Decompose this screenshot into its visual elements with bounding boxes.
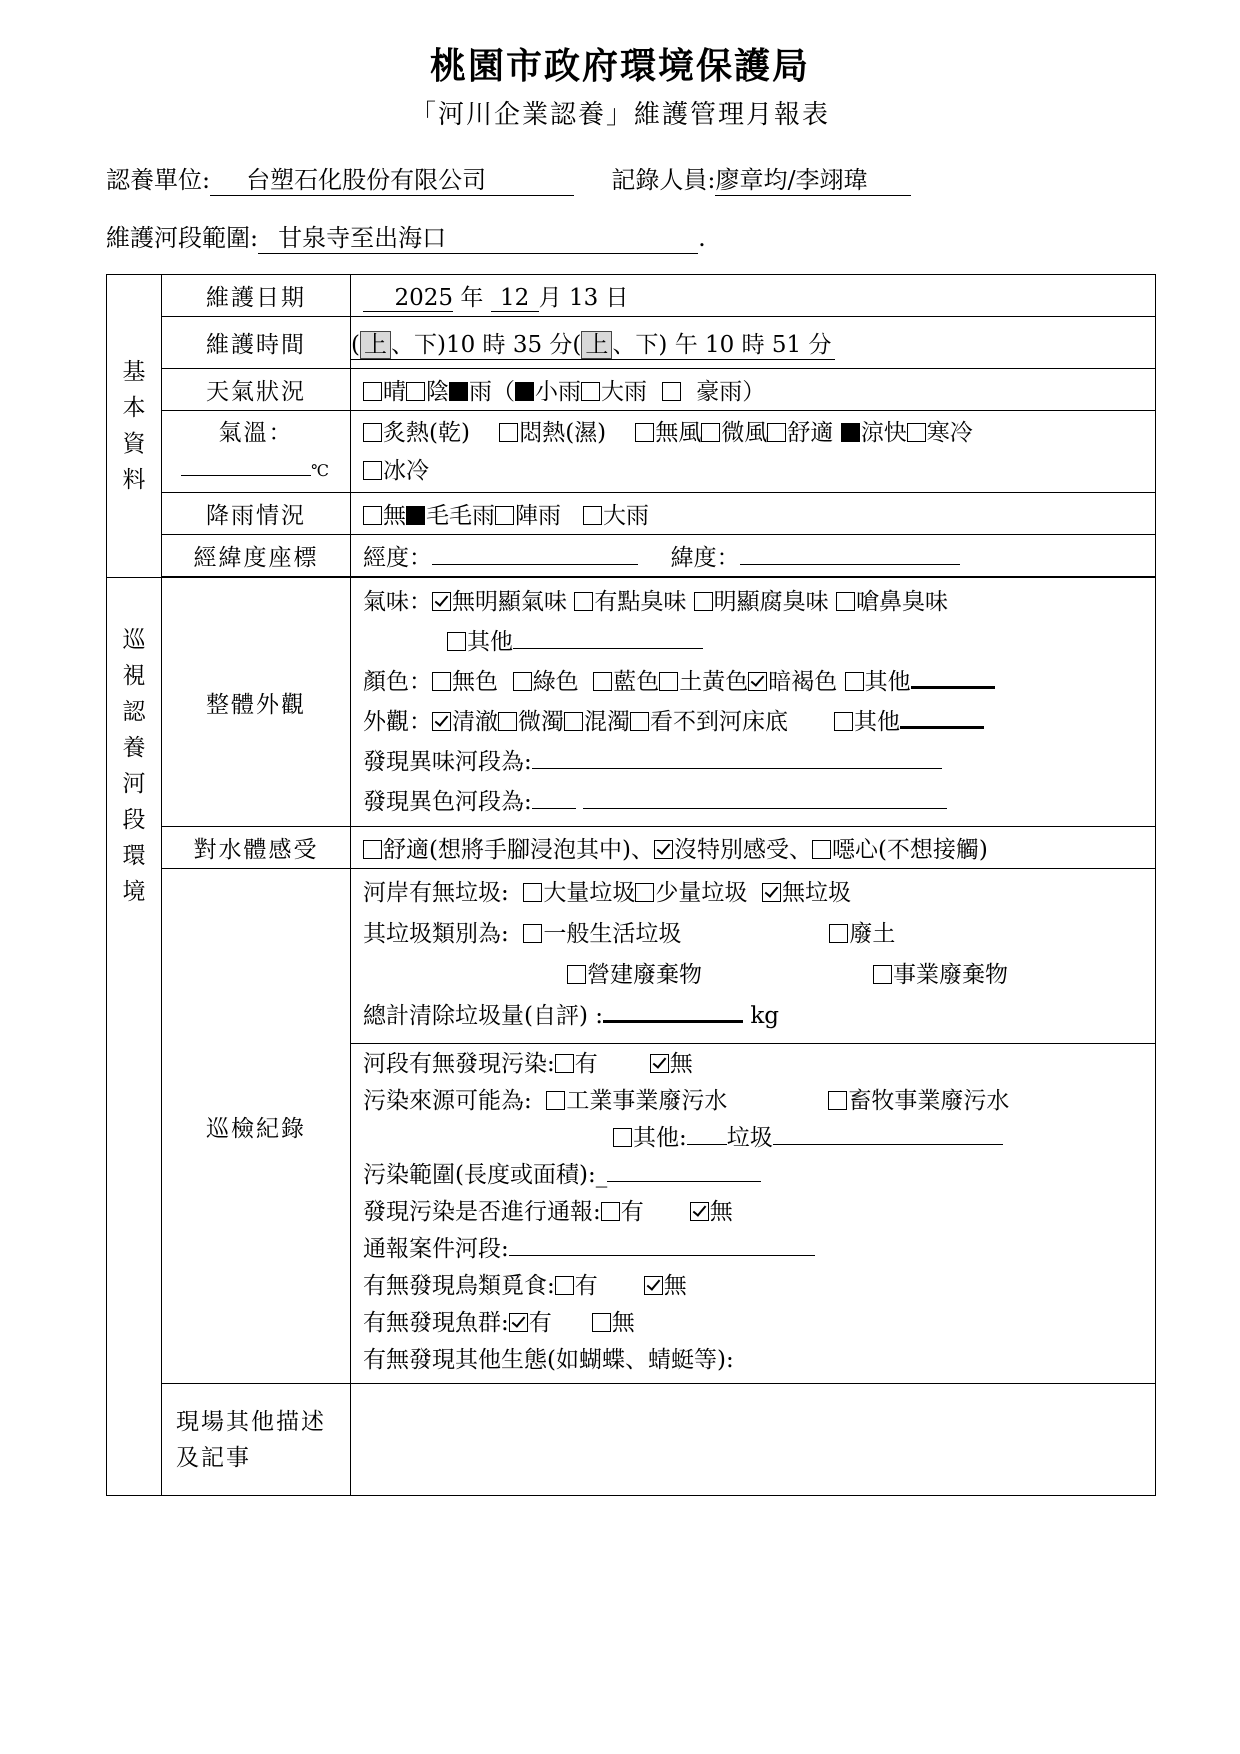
weather-label: 天氣狀況 — [162, 369, 351, 411]
checkbox-pollution-yes[interactable] — [555, 1054, 574, 1073]
time-part-2: 、下) 午 10 時 51 分 — [612, 331, 832, 358]
bank-label: 河岸有無垃圾: — [363, 880, 509, 906]
checkbox-drizzle[interactable] — [406, 506, 425, 525]
pollution-section — [351, 1043, 1155, 1383]
opt-livestock-wastewater: 畜牧事業廢污水 — [848, 1088, 1010, 1114]
feeling-label: 對水體感受 — [162, 827, 351, 869]
checkbox-cloudy[interactable] — [406, 382, 425, 401]
checkbox-rotten-odor[interactable] — [694, 592, 713, 611]
opt-comfortable: 舒適 — [787, 419, 834, 446]
opt-green: 綠色 — [532, 669, 579, 695]
date-day: 13 — [568, 285, 599, 311]
opt-hot-dry: 炙熱(乾) — [383, 419, 470, 446]
row-time — [107, 317, 1156, 369]
temp-label: 氣溫： — [218, 419, 294, 446]
opt-hot-humid: 悶熱(濕) — [519, 419, 607, 446]
info-line-unit — [106, 160, 911, 196]
report-label: 發現污染是否進行通報: — [363, 1199, 601, 1225]
checkbox-clear[interactable] — [432, 712, 451, 731]
checkbox-pollution-no[interactable] — [650, 1054, 669, 1073]
checkbox-no-rain[interactable] — [363, 506, 382, 525]
checkbox-odor-other[interactable] — [447, 632, 466, 651]
checkbox-freezing[interactable] — [363, 461, 382, 480]
year-unit: 年 — [460, 285, 484, 311]
category-basic-label: 基本資料 — [122, 359, 146, 493]
row-temp — [107, 411, 1156, 493]
checkbox-slight-odor[interactable] — [574, 592, 593, 611]
opt-bird-yes: 有 — [574, 1273, 598, 1299]
range-field[interactable] — [258, 218, 698, 254]
source-other-value: 垃圾 — [726, 1125, 773, 1151]
checkbox-bird-yes[interactable] — [555, 1276, 574, 1295]
checkbox-source-other[interactable] — [613, 1128, 632, 1147]
record-label: 巡檢紀錄 — [162, 869, 351, 1384]
range-end: . — [698, 224, 706, 252]
odd-color-input-1[interactable] — [532, 808, 576, 809]
rain-label: 降雨情況 — [162, 493, 351, 535]
eco-label: 有無發現其他生態(如蝴蝶、蜻蜓等): — [363, 1347, 734, 1373]
opt-report-yes: 有 — [620, 1199, 644, 1225]
opt-pollution-no: 無 — [669, 1051, 693, 1077]
month-unit: 月 — [538, 285, 562, 311]
time-open: ( — [351, 331, 360, 358]
checkbox-much-garbage[interactable] — [523, 883, 542, 902]
opt-comfortable-water: 舒適(想將手腳浸泡其中)、 — [383, 837, 654, 863]
checkbox-construction[interactable] — [567, 965, 586, 984]
opt-household: 一般生活垃圾 — [543, 921, 682, 947]
notes-field[interactable] — [351, 1384, 1156, 1496]
notes-label: 現場其他描述及記事 — [176, 1408, 326, 1471]
am-selector-2[interactable]: 上 — [581, 331, 612, 359]
color-other-input[interactable] — [911, 686, 995, 689]
opt-industrial-waste: 事業廢棄物 — [893, 962, 1008, 988]
record-content — [351, 869, 1156, 1384]
opt-downpour: 大雨 — [602, 503, 649, 529]
opt-color-other: 其他 — [864, 669, 911, 695]
date-month: 12 — [491, 285, 539, 312]
case-label: 通報案件河段: — [363, 1236, 509, 1262]
day-unit: 日 — [605, 285, 629, 311]
opt-no-rain: 無 — [383, 503, 406, 529]
time-part-1: 、下)10 時 35 分( — [390, 331, 582, 358]
total-label: 總計清除垃圾量(自評) : — [363, 1003, 604, 1029]
checkbox-fish-no[interactable] — [592, 1313, 611, 1332]
odor-other-input[interactable] — [513, 648, 703, 649]
pollution-label: 河段有無發現污染: — [363, 1051, 555, 1077]
notes-label-cell — [162, 1384, 351, 1496]
opt-blue: 藍色 — [613, 669, 660, 695]
odd-smell-label: 發現異味河段為: — [363, 749, 532, 775]
opt-no-odor: 無明顯氣味 — [452, 589, 567, 615]
checkbox-no-wind[interactable] — [635, 423, 654, 442]
checkbox-pungent-odor[interactable] — [836, 592, 855, 611]
checkbox-soil[interactable] — [829, 924, 848, 943]
row-appearance — [107, 578, 1156, 827]
checkbox-dark-brown[interactable] — [748, 672, 767, 691]
opt-cool: 涼快 — [860, 419, 907, 446]
checkbox-sunny[interactable] — [363, 382, 382, 401]
recorder-value: 廖章均/李翊瑋 — [715, 166, 868, 194]
opt-pollution-yes: 有 — [574, 1051, 598, 1077]
unit-value: 台塑石化股份有限公司 — [246, 166, 487, 194]
checkbox-hot-humid[interactable] — [499, 423, 518, 442]
row-notes — [107, 1384, 1156, 1496]
opt-bird-no: 無 — [663, 1273, 687, 1299]
checkbox-household[interactable] — [523, 924, 542, 943]
opt-colorless: 無色 — [452, 669, 498, 695]
case-input[interactable] — [509, 1255, 815, 1256]
opt-drizzle: 毛毛雨 — [426, 503, 495, 529]
checkbox-light-rain[interactable] — [515, 382, 534, 401]
am-selector-1[interactable]: 上 — [360, 331, 391, 359]
opt-much-garbage: 大量垃圾 — [543, 880, 636, 906]
opt-look-other: 其他 — [854, 709, 900, 735]
checkbox-look-other[interactable] — [834, 712, 853, 731]
opt-breeze: 微風 — [721, 419, 768, 446]
garbage-section — [351, 869, 1155, 1043]
feeling-options — [351, 827, 1156, 869]
checkbox-shower[interactable] — [495, 506, 514, 525]
checkbox-no-feeling[interactable] — [654, 840, 673, 859]
checkbox-rain[interactable] — [449, 382, 468, 401]
checkbox-industrial-waste[interactable] — [873, 965, 892, 984]
checkbox-colorless[interactable] — [432, 672, 451, 691]
look-other-input[interactable] — [900, 726, 984, 729]
opt-slightly-turbid: 微濁 — [518, 709, 564, 735]
recorder-field[interactable] — [715, 160, 911, 196]
date-value[interactable] — [351, 275, 1156, 317]
opt-heavy-rain: 大雨 — [601, 379, 647, 405]
opt-rain: 雨（ — [469, 379, 515, 405]
odd-color-label: 發現異色河段為: — [363, 789, 532, 815]
checkbox-fish-yes[interactable] — [509, 1313, 528, 1332]
odd-color-input-2[interactable] — [583, 808, 947, 809]
opt-dark-brown: 暗褐色 — [768, 669, 838, 695]
lat-input[interactable] — [740, 564, 960, 565]
checkbox-green[interactable] — [513, 672, 532, 691]
checkbox-report-yes[interactable] — [601, 1202, 620, 1221]
opt-soil: 廢土 — [849, 921, 896, 947]
page-title: 桃園市政府環境保護局 — [429, 45, 810, 87]
opt-fish-yes: 有 — [528, 1310, 552, 1336]
category-patrol-label: 巡視認養河段環境 — [122, 627, 146, 905]
range-pollution-value: _ — [595, 1162, 608, 1188]
checkbox-hot-dry[interactable] — [363, 423, 382, 442]
range-label: 維護河段範圍: — [106, 224, 259, 252]
source-other-label: 其他: — [633, 1125, 687, 1151]
checkbox-livestock-wastewater[interactable] — [828, 1091, 847, 1110]
source-other-input[interactable] — [773, 1144, 1003, 1145]
odd-smell-input[interactable] — [532, 768, 942, 769]
opt-earth-yellow: 土黃色 — [679, 669, 749, 695]
lng-label: 經度： — [363, 545, 432, 571]
checkbox-downpour[interactable] — [583, 506, 602, 525]
coord-label: 經緯度座標 — [162, 535, 351, 577]
checkbox-no-riverbed[interactable] — [630, 712, 649, 731]
row-feeling — [107, 827, 1156, 869]
weather-options — [351, 369, 1156, 411]
opt-no-feeling: 沒特別感受、 — [673, 837, 812, 863]
opt-pungent-odor: 嗆鼻臭味 — [855, 589, 948, 615]
category-basic — [107, 275, 162, 578]
checkbox-breeze[interactable] — [701, 423, 720, 442]
appearance-options — [351, 578, 1156, 827]
odor-label: 氣味： — [363, 589, 432, 615]
checkbox-blue[interactable] — [593, 672, 612, 691]
opt-cloudy: 陰 — [426, 379, 449, 405]
opt-construction: 營建廢棄物 — [587, 962, 702, 988]
category-patrol — [107, 578, 162, 1496]
opt-fish-no: 無 — [611, 1310, 635, 1336]
opt-no-riverbed: 看不到河床底 — [650, 709, 788, 735]
row-record — [107, 869, 1156, 1384]
checkbox-disgusting[interactable] — [812, 840, 831, 859]
color-label: 顏色： — [363, 669, 432, 695]
opt-freezing: 冰冷 — [383, 457, 429, 484]
temp-options — [351, 411, 1156, 493]
checkbox-comfortable-water[interactable] — [363, 840, 382, 859]
opt-sunny: 晴 — [383, 379, 406, 405]
temp-unit: ℃ — [311, 460, 331, 480]
checkbox-heavy-rain[interactable] — [581, 382, 600, 401]
opt-report-no: 無 — [709, 1199, 733, 1225]
checkbox-industrial-wastewater[interactable] — [546, 1091, 565, 1110]
opt-odor-other: 其他 — [467, 629, 513, 655]
checkbox-bird-no[interactable] — [644, 1276, 663, 1295]
total-unit: kg — [750, 1003, 779, 1029]
opt-cold: 寒冷 — [926, 419, 973, 446]
opt-turbid: 混濁 — [584, 709, 630, 735]
range-pollution-input[interactable] — [607, 1181, 761, 1182]
appearance-label: 整體外觀 — [162, 578, 351, 827]
time-label: 維護時間 — [162, 317, 351, 369]
range-pollution-label: 污染範圍(長度或面積): — [363, 1162, 596, 1188]
opt-slight-odor: 有點臭味 — [594, 589, 687, 615]
range-value: 甘泉寺至出海口 — [278, 224, 447, 252]
opt-rotten-odor: 明顯腐臭味 — [713, 589, 829, 615]
row-weather — [107, 369, 1156, 411]
lat-label: 緯度： — [670, 545, 740, 571]
unit-label: 認養單位: — [106, 166, 211, 194]
checkbox-turbid[interactable] — [564, 712, 583, 731]
date-year: 2025 — [363, 285, 453, 312]
checkbox-storm[interactable] — [662, 382, 681, 401]
lng-input[interactable] — [432, 564, 638, 565]
time-value[interactable] — [351, 317, 1156, 369]
fish-label: 有無發現魚群: — [363, 1310, 509, 1336]
info-line-range — [106, 218, 706, 254]
date-label: 維護日期 — [162, 275, 351, 317]
row-rain — [107, 493, 1156, 535]
rain-options — [351, 493, 1156, 535]
opt-disgusting: 噁心(不想接觸) — [831, 837, 988, 863]
report-table — [106, 274, 1156, 1496]
checkbox-comfortable[interactable] — [767, 423, 786, 442]
temp-input[interactable] — [162, 451, 350, 489]
unit-field[interactable] — [210, 160, 574, 196]
row-coord — [107, 535, 1156, 577]
source-label: 污染來源可能為: — [363, 1088, 532, 1114]
opt-no-wind: 無風 — [655, 419, 702, 446]
checkbox-cold[interactable] — [907, 423, 926, 442]
opt-light-rain: 小雨 — [535, 379, 581, 405]
temp-label-cell — [162, 411, 351, 493]
checkbox-no-odor[interactable] — [432, 592, 451, 611]
opt-shower: 陣雨 — [515, 503, 561, 529]
checkbox-slightly-turbid[interactable] — [498, 712, 517, 731]
total-input[interactable] — [603, 1020, 743, 1023]
form-subtitle: 「河川企業認養」維護管理月報表 — [409, 100, 830, 130]
type-label: 其垃圾類別為: — [363, 921, 509, 947]
checkbox-report-no[interactable] — [690, 1202, 709, 1221]
coord-value — [351, 535, 1156, 577]
opt-no-garbage: 無垃圾 — [782, 880, 851, 906]
opt-industrial-wastewater: 工業事業廢污水 — [566, 1088, 728, 1114]
opt-clear: 清澈 — [452, 709, 498, 735]
time-line — [351, 326, 835, 360]
checkbox-cool[interactable] — [841, 423, 860, 442]
checkbox-earth-yellow[interactable] — [659, 672, 678, 691]
bird-label: 有無發現鳥類覓食: — [363, 1273, 555, 1299]
opt-little-garbage: 少量垃圾 — [655, 880, 748, 906]
row-date — [107, 275, 1156, 317]
checkbox-little-garbage[interactable] — [635, 883, 654, 902]
checkbox-color-other[interactable] — [845, 672, 864, 691]
recorder-label: 記錄人員: — [611, 166, 716, 194]
look-label: 外觀： — [363, 709, 432, 735]
checkbox-no-garbage[interactable] — [762, 883, 781, 902]
opt-storm: 豪雨） — [696, 379, 766, 405]
